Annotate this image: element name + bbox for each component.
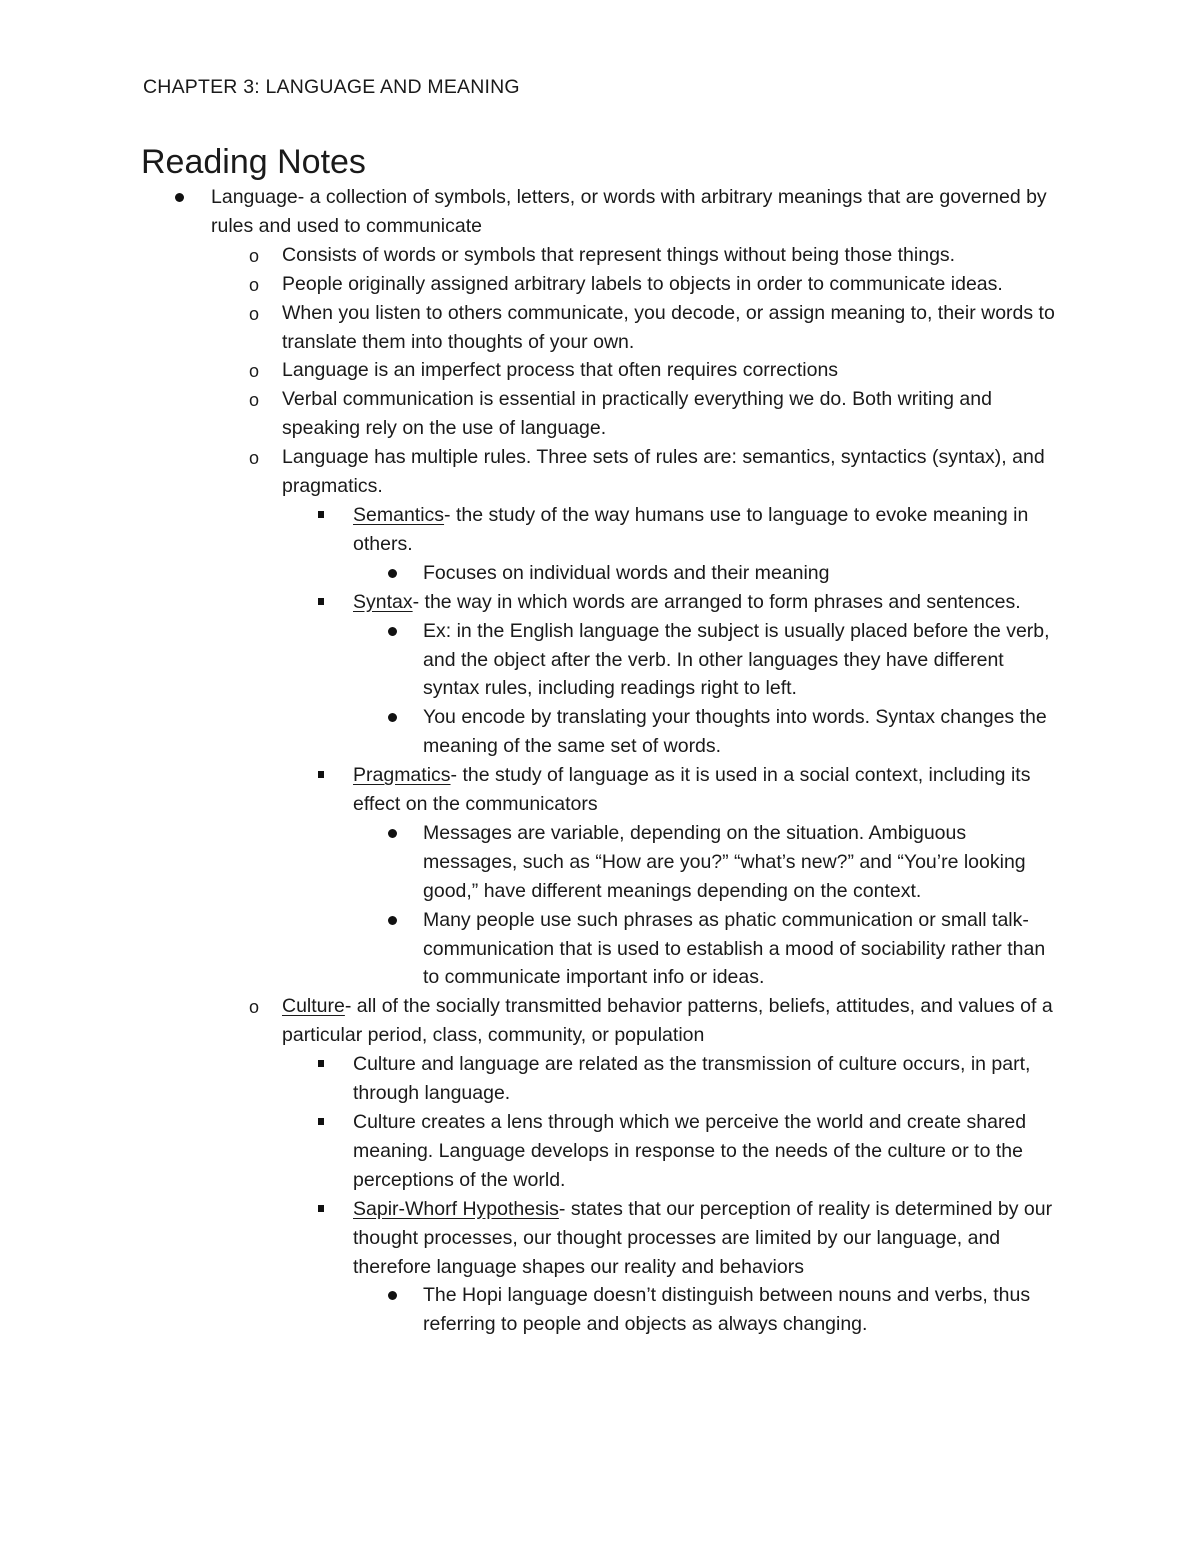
list-item [353, 588, 1068, 617]
list-item-text: - states that our perception of reality is determined by our thought processes, our thought processes are limited by our language, and therefore language shapes our reality and behaviors [353, 1197, 1053, 1278]
list-item [249, 992, 1072, 1050]
page-heading: Reading Notes [141, 143, 366, 181]
list-item-text: Messages are variable, depending on the situation. Ambiguous messages, such as “How are you?” “what’s new?” and “You’re looking good,” have different meanings depending on the context. [423, 821, 1026, 902]
list-item-text: Many people use such phrases as phatic communication or small talk- communication that is used to establish a mood of sociability rather than to communicate important info or ideas. [423, 908, 1046, 989]
hollow-circle-bullet-icon: o [249, 245, 260, 266]
list-item-text: Culture and language are related as the transmission of culture occurs, in part, through language. [353, 1053, 1031, 1105]
list-item [249, 443, 1072, 501]
square-bullet-icon [317, 1195, 327, 1215]
list-item [249, 241, 1072, 270]
list-item-text: Culture creates a lens through which we perceive the world and create shared meaning. Language develops in response to the needs of the culture or to the perceptions of the world. [353, 1111, 1027, 1191]
list-item-text: Focuses on individual words and their meaning [423, 561, 830, 584]
square-bullet-icon [317, 761, 327, 781]
hollow-circle-bullet-icon: o [249, 274, 260, 295]
hollow-circle-bullet-icon: o [249, 997, 260, 1018]
defined-term: Culture [282, 995, 345, 1018]
filled-bullet-icon [386, 703, 400, 723]
filled-bullet-icon [173, 183, 187, 203]
defined-term: Semantics [353, 503, 445, 526]
filled-bullet-icon [386, 559, 400, 579]
hollow-circle-bullet-icon: o [249, 303, 260, 324]
list-item-text: The Hopi language doesn’t distinguish between nouns and verbs, thus referring to people and objects as always changing. [423, 1284, 1031, 1336]
list-item [249, 299, 1072, 357]
list-item [353, 1108, 1068, 1195]
list-item [249, 270, 1072, 299]
square-bullet-icon [317, 1108, 327, 1128]
list-item [353, 1050, 1068, 1108]
list-item [423, 819, 1063, 906]
notes-list [0, 183, 1200, 1339]
list-item-text: Ex: in the English language the subject is usually placed before the verb, and the object after the verb. In other languages they have different syntax rules, including readings right to left. [423, 619, 1050, 700]
hollow-circle-bullet-icon: o [249, 448, 260, 469]
list-item [423, 703, 1063, 761]
list-item-text: - the study of language as it is used in a social context, including its effect on the communicators [353, 764, 1031, 816]
filled-bullet-icon [386, 617, 400, 637]
list-item-text: Verbal communication is essential in practically everything we do. Both writing and speaking rely on the use of language. [282, 388, 992, 440]
list-item [423, 559, 1063, 588]
defined-term: Syntax [353, 590, 413, 613]
list-item [423, 617, 1063, 704]
list-item-text: - the way in which words are arranged to form phrases and sentences. [412, 590, 1021, 613]
list-item [249, 385, 1072, 443]
list-item [249, 356, 1072, 385]
filled-bullet-icon [386, 1281, 400, 1301]
chapter-title: CHAPTER 3: LANGUAGE AND MEANING [143, 76, 520, 98]
list-item-text: - all of the socially transmitted behavior patterns, beliefs, attitudes, and values of a particular period, class, community, or population [282, 995, 1053, 1047]
filled-bullet-icon [386, 906, 400, 926]
list-item-text: People originally assigned arbitrary labels to objects in order to communicate ideas. [282, 272, 1003, 295]
filled-bullet-icon [386, 819, 400, 839]
list-item-text: Consists of words or symbols that represent things without being those things. [282, 243, 956, 266]
square-bullet-icon [317, 588, 327, 608]
defined-term: Sapir-Whorf Hypothesis [353, 1197, 559, 1220]
square-bullet-icon [317, 1050, 327, 1070]
list-item-text: - the study of the way humans use to language to evoke meaning in others. [353, 503, 1029, 555]
defined-term: Pragmatics [353, 764, 451, 787]
list-item-text: When you listen to others communicate, you decode, or assign meaning to, their words to translate them into thoughts of your own. [282, 301, 1055, 353]
list-item-text: Language has multiple rules. Three sets of rules are: semantics, syntactics (syntax), and pragmatics. [282, 446, 1045, 498]
list-item [423, 906, 1063, 993]
list-item-text: You encode by translating your thoughts into words. Syntax changes the meaning of the same set of words. [423, 706, 1047, 758]
square-bullet-icon [317, 501, 327, 521]
list-item [423, 1281, 1063, 1339]
list-item-text: Language- a collection of symbols, letters, or words with arbitrary meanings that are governed by rules and used to communicate [211, 186, 1047, 237]
list-item-text: Language is an imperfect process that often requires corrections [282, 359, 839, 382]
hollow-circle-bullet-icon: o [249, 361, 260, 382]
list-item [353, 501, 1068, 559]
list-item [353, 1195, 1068, 1282]
list-item [353, 761, 1068, 819]
hollow-circle-bullet-icon: o [249, 390, 260, 411]
list-item [211, 183, 1071, 241]
